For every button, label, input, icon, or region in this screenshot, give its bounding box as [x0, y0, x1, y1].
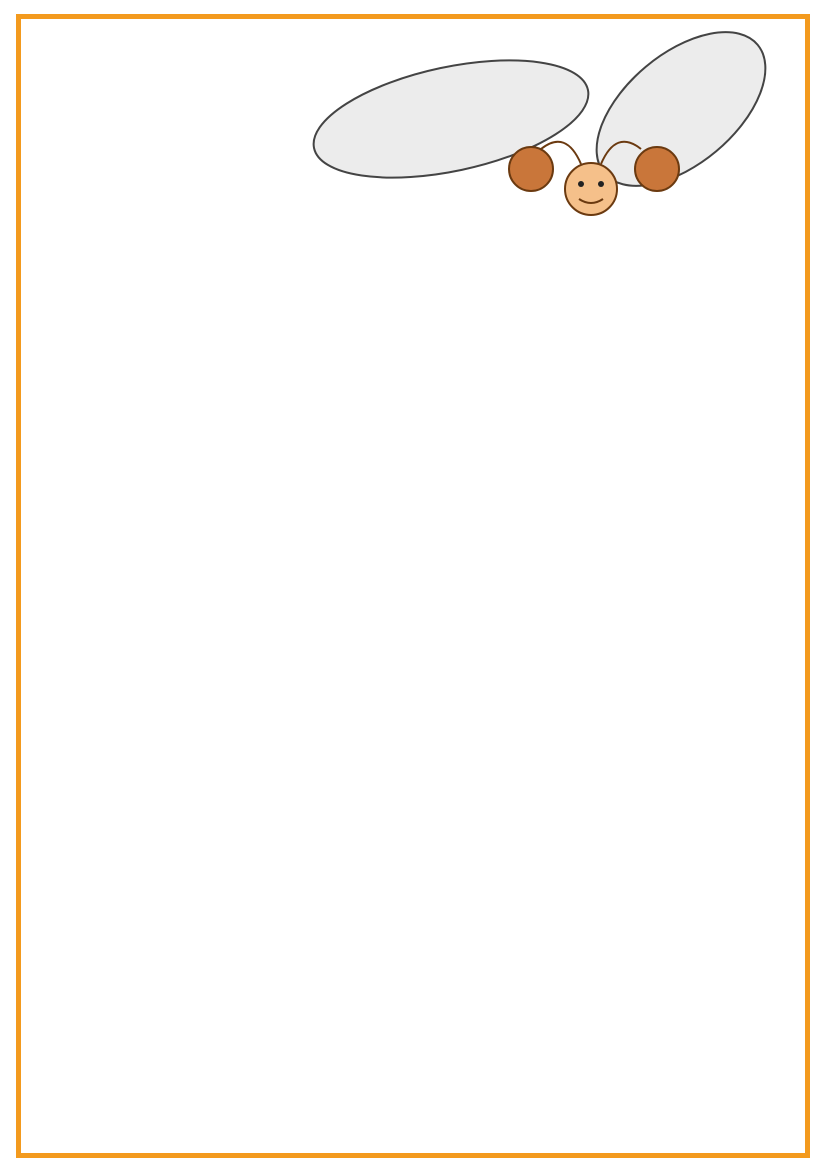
cartoon-character-icon: [509, 142, 679, 215]
worksheet-content: [118, 236, 758, 254]
checkered-border-graphic: [21, 19, 805, 219]
worksheet-frame: [16, 14, 810, 1158]
header-banner: [21, 19, 805, 219]
oval-decoration: [303, 39, 599, 199]
